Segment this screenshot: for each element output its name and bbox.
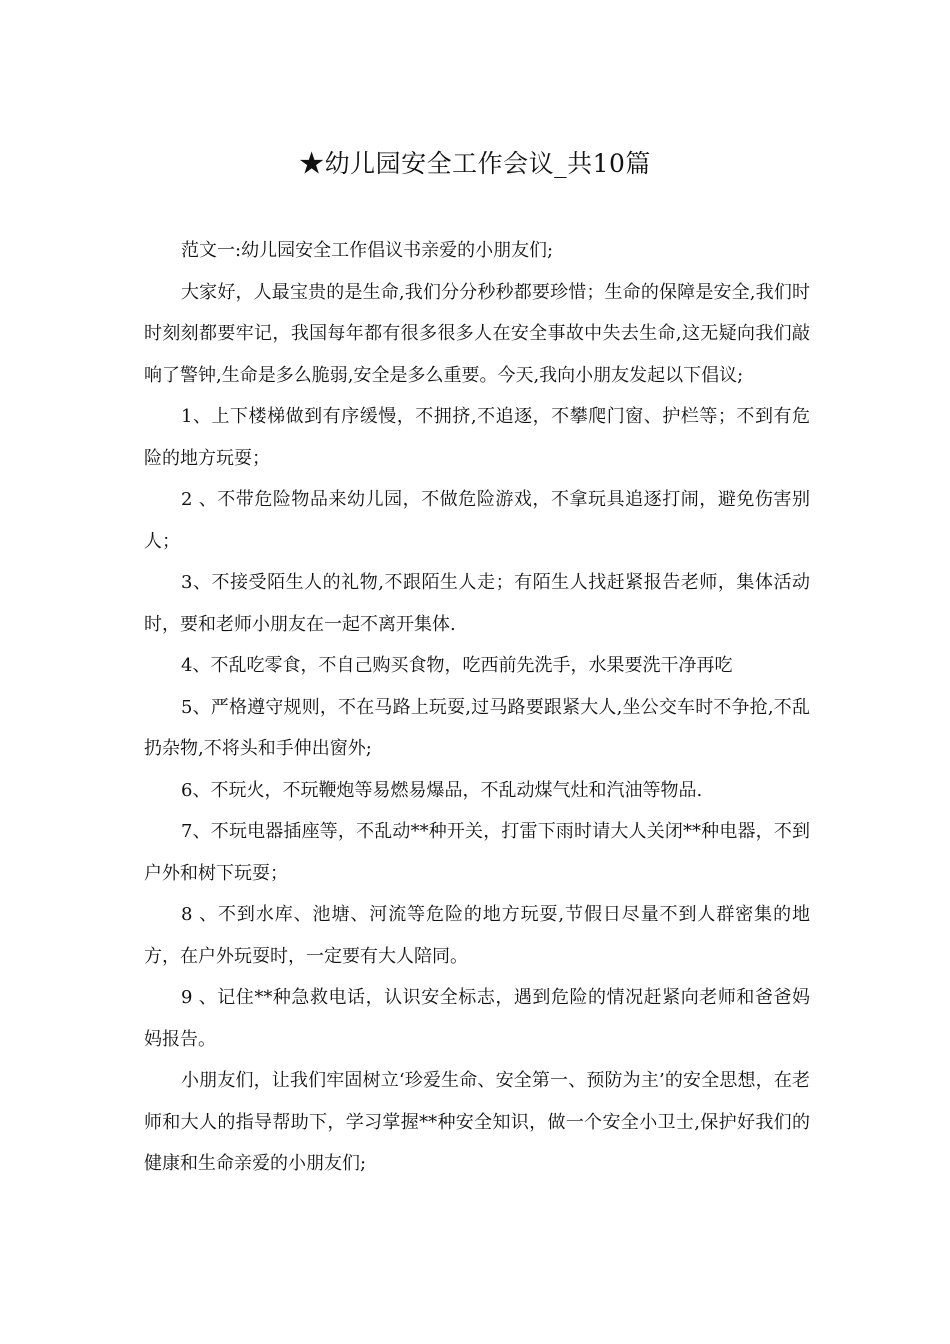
paragraph: 4、不乱吃零食，不自己购买食物，吃西前先洗手，水果要洗干净再吃 [181,655,733,676]
paragraph: 2 、不带危险物品来幼儿园，不做危险游戏，不拿玩具追逐打闹，避免伤害别人； [144,489,810,552]
paragraph: 9 、记住**种急救电话，认识安全标志，遇到危险的情况赶紧向老师和爸爸妈妈报告。 [144,987,810,1050]
paragraph: 5、严格遵守规则，不在马路上玩耍,过马路要跟紧大人,坐公交车时不争抢,不乱扔杂物,不将头和手伸出窗外; [144,696,810,759]
paragraph: 8 、不到水库、池塘、河流等危险的地方玩耍,节假日尽量不到人群密集的地方，在户外玩耍时，一定要有大人陪同。 [144,904,810,967]
paragraph: 1、上下楼梯做到有序缓慢，不拥挤,不追逐，不攀爬门窗、护栏等；不到有危险的地方玩耍； [144,406,810,469]
document-title: ★幼儿园安全工作会议_共10篇 [299,149,651,178]
paragraph: 大家好，人最宝贵的是生命,我们分分秒秒都要珍惜；生命的保障是安全,我们时时刻刻都要牢记，我国每年都有很多很多人在安全事故中失去生命,这无疑向我们敲响了警钟,生命是多么脆弱,安全是多么重要。今天,我向小朋友发起以下倡议; [144,281,810,386]
paragraph: 6、不玩火，不玩鞭炮等易燃易爆品，不乱动煤气灶和汽油等物品. [181,779,703,801]
paragraph: 小朋友们，让我们牢固树立‘珍爱生命、安全第一、预防为主’的安全思想，在老师和大人的指导帮助下，学习掌握**种安全知识，做一个安全小卫士,保护好我们的健康和生命亲爱的小朋友们; [144,1070,810,1174]
paragraph: 范文一:幼儿园安全工作倡议书亲爱的小朋友们; [181,240,554,261]
document-body [144,230,810,1185]
paragraph: 7、不玩电器插座等，不乱动**种开关，打雷下雨时请大人关闭**种电器，不到户外和树下玩耍； [144,821,810,884]
paragraph: 3、不接受陌生人的礼物,不跟陌生人走；有陌生人找赶紧报告老师，集体活动时，要和老师小朋友在一起不离开集体. [144,572,810,635]
